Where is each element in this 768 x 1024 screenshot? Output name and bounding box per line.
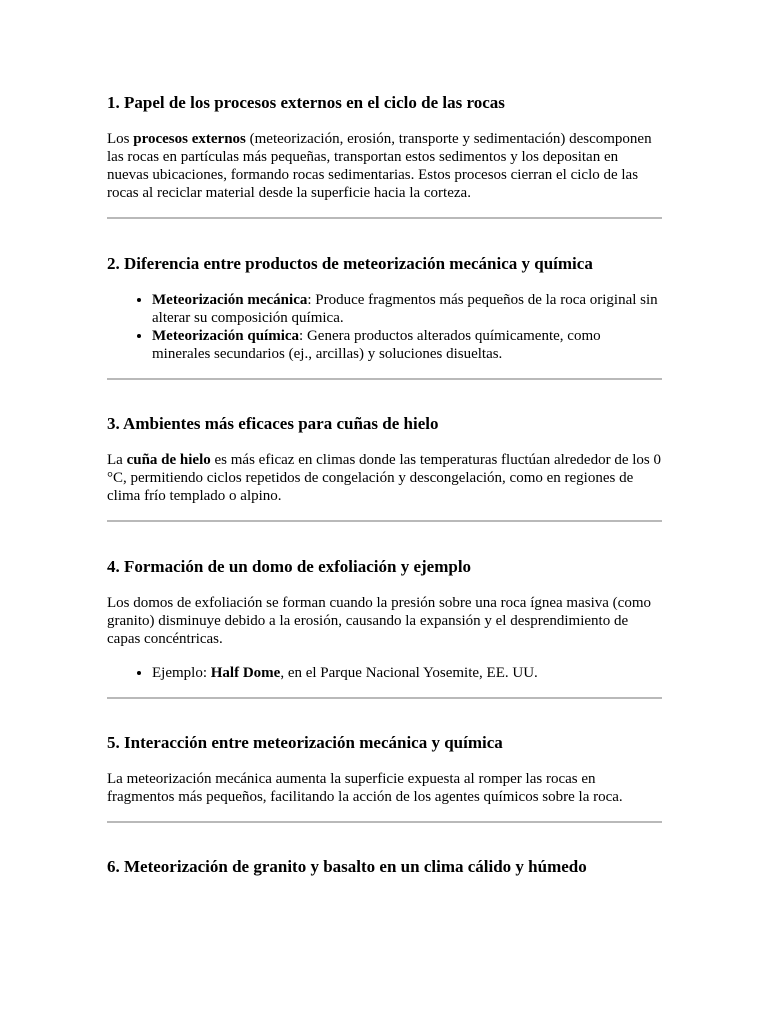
list-item-text: , en el Parque Nacional Yosemite, EE. UU. — [280, 665, 538, 681]
list-item-text: : Genera productos alterados químicamente, como minerales secundarios (ej., arcillas) y soluciones disueltas. — [152, 328, 601, 362]
paragraph-text: La — [107, 452, 127, 468]
section-2 — [107, 219, 662, 380]
bullet-list — [107, 291, 662, 363]
section-paragraph: Los domos de exfoliación se forman cuando la presión sobre una roca ígnea masiva (como granito) disminuye debido a la erosión, causando la expansión y el desprendimiento de capas concéntricas. — [107, 595, 651, 647]
section-3 — [107, 380, 662, 522]
section-heading: 5. Interacción entre meteorización mecánica y química — [107, 733, 503, 752]
paragraph-text: Los — [107, 131, 134, 147]
list-item — [152, 291, 662, 327]
bold-term: Half Dome — [210, 665, 281, 681]
section-heading: 4. Formación de un domo de exfoliación y ejemplo — [107, 557, 472, 576]
bold-term: procesos externos — [133, 131, 246, 147]
section-heading: 2. Diferencia entre productos de meteorización mecánica y química — [107, 254, 593, 273]
paragraph-text: es más eficaz en climas donde las temperaturas fluctúan alrededor de los 0 °C, permitiendo ciclos repetidos de congelación y descongelación, como en regiones de clima frío templado o alpino. — [107, 452, 661, 504]
section-heading: 6. Meteorización de granito y basalto en un clima cálido y húmedo — [107, 857, 587, 876]
section-paragraph — [107, 130, 662, 202]
bold-term: Meteorización química — [152, 328, 300, 344]
paragraph-text: (meteorización, erosión, transporte y sedimentación) descomponen las rocas en partículas más pequeñas, transportan estos sedimentos y los depositan en nuevas ubicaciones, formando rocas sedimentarias. Estos procesos cierran el ciclo de las rocas al reciclar material desde la superficie hacia la corteza. — [107, 131, 652, 201]
section-5 — [107, 699, 662, 823]
bold-term: Meteorización mecánica — [152, 292, 308, 308]
list-item — [152, 327, 662, 363]
section-1 — [107, 92, 662, 219]
section-heading: 1. Papel de los procesos externos en el ciclo de las rocas — [107, 93, 505, 112]
list-item-text: : Produce fragmentos más pequeños de la roca original sin alterar su composición química. — [152, 292, 658, 326]
list-item — [152, 664, 662, 682]
list-item-text: Ejemplo: — [152, 665, 211, 681]
document-page — [107, 92, 662, 894]
section-heading: 3. Ambientes más eficaces para cuñas de hielo — [107, 414, 439, 433]
bullet-list — [107, 664, 662, 682]
section-paragraph — [107, 451, 662, 505]
section-paragraph: La meteorización mecánica aumenta la superficie expuesta al romper las rocas en fragmentos más pequeños, facilitando la acción de los agentes químicos sobre la roca. — [107, 771, 623, 805]
bold-term: cuña de hielo — [126, 452, 211, 468]
section-4 — [107, 522, 662, 699]
section-6 — [107, 823, 662, 878]
